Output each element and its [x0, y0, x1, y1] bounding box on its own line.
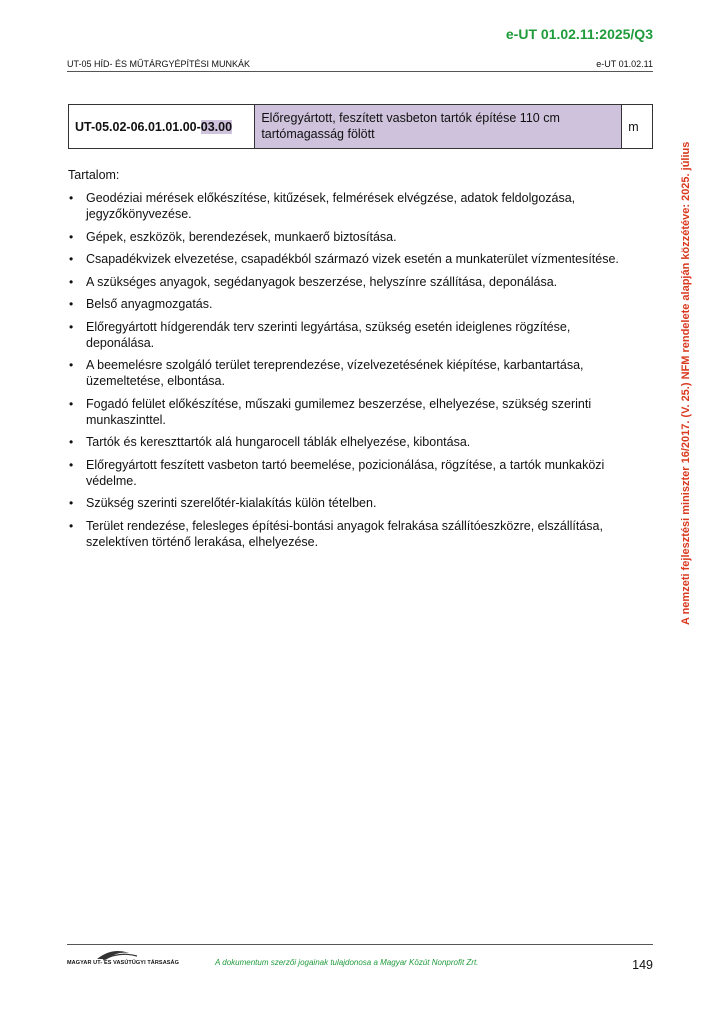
- list-item: • Tartók és kereszttartók alá hungarocell táblák elhelyezése, kibontása.: [68, 434, 628, 450]
- list-item: • Geodéziai mérések előkészítése, kitűzések, felmérések elvégzése, adatok feldolgozása, jegyzőkönyvezése.: [68, 190, 628, 222]
- item-row: [69, 105, 653, 149]
- list-item: • A beemelésre szolgáló terület tereprendezése, vízelvezetésének kiépítése, karbantartása, üzemeltetése, elbontása.: [68, 357, 628, 389]
- content-list: [68, 190, 628, 556]
- footer-divider: [67, 944, 653, 945]
- document-code: e-UT 01.02.11:2025/Q3: [505, 26, 653, 42]
- item-description: Előregyártott, feszített vasbeton tartók építése 110 cm tartómagasság fölött: [255, 105, 622, 149]
- publication-note: A nemzeti fejlesztési miniszter 16/2017. (V. 25.) NFM rendelete alapján közzétéve: 2025. július: [680, 141, 692, 625]
- society-logo-icon: [67, 947, 167, 971]
- list-item: • Előregyártott hídgerendák terv szerinti legyártása, szükség esetén ideiglenes rögzítése, deponálása.: [68, 319, 628, 351]
- item-code-suffix: 03.00: [200, 119, 233, 134]
- list-item: • Fogadó felület előkészítése, műszaki gumilemez beszerzése, elhelyezése, szükség szerinti munkaszinttel.: [68, 396, 628, 428]
- list-item: • Csapadékvizek elvezetése, csapadékból származó vizek esetén a munkaterület vízmentesítése.: [68, 251, 628, 267]
- item-unit: m: [622, 105, 653, 149]
- list-item: • Belső anyagmozgatás.: [68, 296, 628, 312]
- list-item: • Terület rendezése, felesleges építési-bontási anyagok felrakása szállítóeszközre, elszállítása, szelektíven történő lerakása, elhelyezése.: [68, 518, 628, 550]
- content-heading: Tartalom:: [68, 168, 120, 182]
- item-code-prefix: UT-05.02-06.01.01.00-: [75, 119, 201, 134]
- item-table: [68, 104, 653, 149]
- copyright-notice: A dokumentum szerzői jogainak tulajdonosa a Magyar Közút Nonprofit Zrt.: [215, 958, 479, 967]
- list-item: • Szükség szerinti szerelőtér-kialakítás külön tételben.: [68, 495, 628, 511]
- society-logo-text: MAGYAR UT- ÉS VASÚTÜGYI TÁRSASÁG: [67, 960, 179, 966]
- header-divider: [67, 71, 653, 72]
- list-item: • Gépek, eszközök, berendezések, munkaerő biztosítása.: [68, 229, 628, 245]
- list-item: • Előregyártott feszített vasbeton tartó beemelése, pozicionálása, rögzítése, a tartók munkaközi védelme.: [68, 457, 628, 489]
- item-code-cell: [69, 105, 255, 149]
- header-reference: e-UT 01.02.11: [596, 59, 653, 69]
- page-number: 149: [632, 958, 653, 972]
- chapter-title: UT-05 HÍD- ÉS MŰTÁRGYÉPÍTÉSI MUNKÁK: [67, 59, 251, 69]
- list-item: • A szükséges anyagok, segédanyagok beszerzése, helyszínre szállítása, deponálása.: [68, 274, 628, 290]
